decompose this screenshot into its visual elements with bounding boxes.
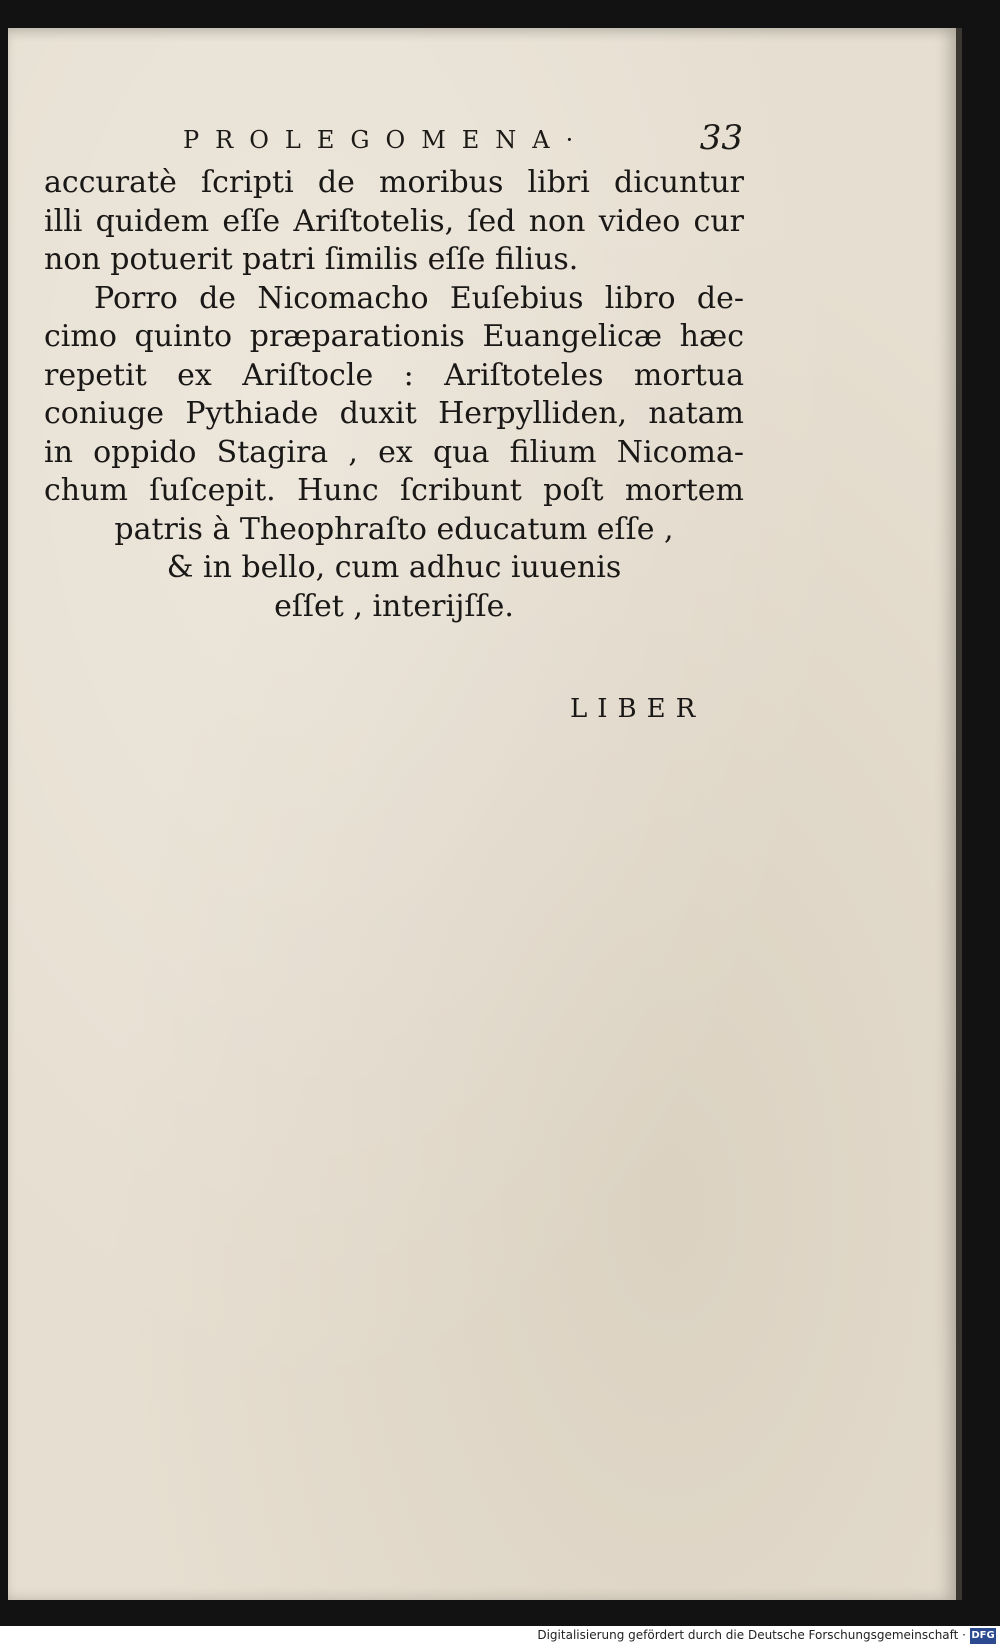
catchword: LIBER: [570, 694, 706, 724]
text-line: cimo quinto præparationis Euangelicæ hæc: [44, 319, 744, 354]
funding-credit: Digitalisierung gefördert durch die Deutsche Forschungsgemeinschaft ·: [537, 1628, 966, 1642]
footer-bar: [0, 1626, 1000, 1647]
text-line: non potuerit patri ſimilis eſſe filius.: [44, 242, 579, 277]
page-number: 33: [699, 118, 743, 158]
running-title: PROLEGOMENA·: [183, 126, 590, 154]
page-edge: [956, 28, 962, 1600]
text-line: in oppido Stagira , ex qua filium Nicoma-: [44, 434, 744, 470]
text-line: Porro de Nicomacho Euſebius libro de-: [94, 280, 744, 316]
text-line: accuratè ſcripti de moribus libri dicuntur: [44, 165, 744, 200]
text-line: chum ſuſcepit. Hunc ſcribunt poſt mortem: [44, 473, 744, 508]
text-line: repetit ex Ariſtocle : Ariſtoteles mortua: [44, 357, 744, 393]
text-line: illi quidem eſſe Ariſtotelis, ſed non video cur: [44, 203, 744, 239]
page-header: [183, 118, 743, 162]
dfg-logo: DFG: [970, 1628, 996, 1644]
text-line: & in bello, cum adhuc iuuenis: [166, 550, 622, 585]
text-line: coniuge Pythiade duxit Herpylliden, natam: [44, 396, 744, 431]
text-line: patris à Theophraſto educatum eſſe ,: [114, 511, 674, 547]
text-line: eſſet , interijſſe.: [274, 588, 514, 624]
body-text: [44, 164, 744, 626]
